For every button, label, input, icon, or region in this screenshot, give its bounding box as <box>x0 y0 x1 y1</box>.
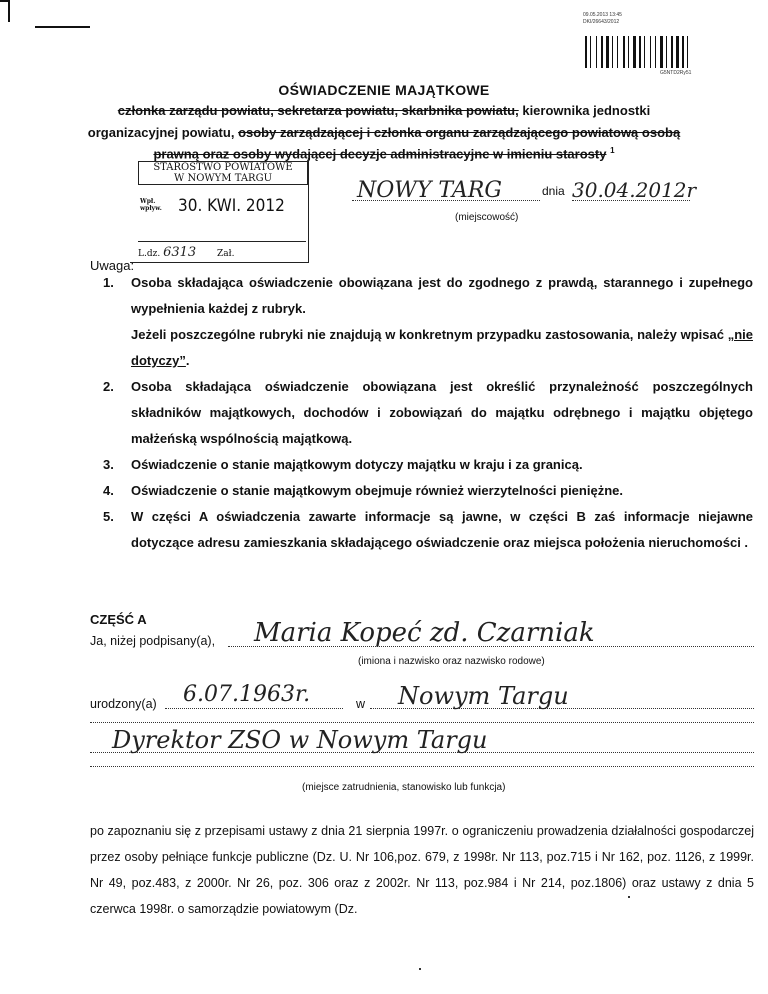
document-title: OŚWIADCZENIE MAJĄTKOWE <box>278 82 490 98</box>
barcode-bar <box>666 36 667 68</box>
barcode-bar <box>671 36 673 68</box>
place-caption: (miejscowość) <box>455 212 519 223</box>
header-date-stamp: 09.05.2013 13:45 <box>583 12 622 18</box>
stamp-wpl-label: Wpł. wpływ. <box>140 198 162 212</box>
barcode-bar <box>633 36 636 68</box>
employment-caption: (miejsce zatrudnienia, stanowisko lub funkcja) <box>302 782 506 793</box>
barcode-bar <box>628 36 629 68</box>
subtitle-text: kierownika jednostki <box>522 103 651 118</box>
handwritten-date: 30.04.2012r <box>572 178 697 202</box>
subtitle-line-3 <box>0 146 768 161</box>
subtitle-struck-text: prawną oraz osoby wydającej decyzje administracyjne w imieniu starosty <box>153 146 607 162</box>
stamp-ldz-value: 6313 <box>163 245 197 260</box>
barcode-bar <box>676 36 679 68</box>
part-a-heading: CZĘŚĆ A <box>90 612 147 627</box>
birthplace-field <box>370 682 754 709</box>
footnote-marker: 1 <box>610 146 615 155</box>
handwritten-birthplace: Nowym Targu <box>398 682 569 710</box>
note-4: 4. Oświadczenie o stanie majątkowym obejmuje również wierzytelności pieniężne. <box>103 483 623 498</box>
subtitle-line-2 <box>0 125 768 140</box>
subtitle-struck-text: członka zarządu powiatu, sekretarza powiatu, skarbnika powiatu, <box>117 103 519 118</box>
barcode-bar <box>682 36 684 68</box>
registry-stamp <box>130 158 309 263</box>
dotted-line <box>90 720 754 723</box>
notes-list <box>103 270 753 556</box>
stamp-ldz-row: L.dz. 6313 Zał. <box>138 241 306 260</box>
handwritten-name: Maria Kopeć zd. Czarniak <box>254 618 595 648</box>
uwaga-label: Uwaga: <box>90 258 135 273</box>
place-field <box>352 178 540 201</box>
barcode-bar <box>660 36 663 68</box>
barcode-bar <box>650 36 651 68</box>
barcode <box>585 36 735 68</box>
barcode-code: G5NTD2Ry51 <box>660 70 692 76</box>
note-3: 3. Oświadczenie o stanie majątkowym dotyczy majątku w kraju i za granicą. <box>103 457 583 472</box>
ja-label: Ja, niżej podpisany(a), <box>90 634 216 648</box>
barcode-bar <box>623 36 625 68</box>
stamp-office-city: W NOWYM TARGU <box>174 173 272 184</box>
handwritten-place: NOWY TARG <box>357 178 502 203</box>
barcode-bar <box>612 36 613 68</box>
barcode-bar <box>639 36 641 68</box>
scan-speck <box>628 896 630 898</box>
barcode-bar <box>585 36 587 68</box>
barcode-bar <box>687 36 688 68</box>
barcode-bar <box>590 36 591 68</box>
note-1-continued: Jeżeli poszczególne rubryki nie znajdują w konkretnym przypadku zastosowania, należy wpisać „nie dotyczy”. <box>131 327 753 368</box>
corner-mark-vertical <box>8 0 10 22</box>
barcode-bar <box>606 36 609 68</box>
name-field <box>228 618 754 647</box>
subtitle-text: organizacyjnej powiatu, <box>87 125 235 140</box>
date-field <box>572 178 697 202</box>
barcode-bar <box>601 36 603 68</box>
handwritten-employment: Dyrektor ZSO w Nowym Targu <box>112 726 488 754</box>
dotted-line <box>90 764 754 767</box>
note-2: 2. Osoba składająca oświadczenie obowiązana jest określić przynależność poszczególnych składników majątkowych, dochodów i zobowiązań do majątku odrębnego i majątku objętego małżeńską wspólnością majątkową. <box>103 379 753 446</box>
subtitle-struck-text: osoby zarządzającej i członka organu zarządzającego powiatową osobą <box>238 125 681 140</box>
birthdate-field <box>165 682 343 709</box>
dnia-label: dnia <box>542 184 565 198</box>
barcode-bar <box>596 36 597 68</box>
header-ref-code: DKI/26643/2012 <box>583 19 620 25</box>
employment-field <box>90 726 754 753</box>
nie-dotyczy-text: „nie dotyczy” <box>131 327 753 368</box>
w-label: w <box>356 697 366 711</box>
scan-speck <box>419 968 421 970</box>
scan-dash <box>35 26 90 28</box>
subtitle-line-1 <box>0 103 768 118</box>
note-5: 5. W części A oświadczenia zawarte informacje są jawne, w części B zaś informacje niejawne dotyczące adresu zamieszkania składającego oświadczenie oraz miejsca położenia nieruchomości . <box>103 509 753 550</box>
name-caption: (imiona i nazwisko oraz nazwisko rodowe) <box>358 656 545 667</box>
stamp-header <box>138 161 308 185</box>
barcode-bar <box>617 36 618 68</box>
barcode-bar <box>644 36 645 68</box>
stamp-office-name: STAROSTWO POWIATOWE <box>153 162 293 173</box>
legal-paragraph: po zapoznaniu się z przepisami ustawy z dnia 21 sierpnia 1997r. o ograniczeniu prowadzenia działalności gospodarczej przez osoby pełniące funkcje publiczne (Dz. U. Nr 106,poz. 679, z 1998r. Nr 113, poz.715 i Nr 162, poz. 1126, z 1999r. Nr 49, poz.483, z 2000r. Nr 26, poz. 306 oraz z 2002r. Nr 113, poz.984 i Nr 214, poz.1806) oraz ustawy z dnia 5 czerwca 1998r. o samorządzie powiatowym (Dz. <box>90 824 754 916</box>
born-label: urodzony(a) <box>90 697 157 711</box>
handwritten-birthdate: 6.07.1963r. <box>183 682 311 707</box>
barcode-bar <box>655 36 656 68</box>
stamp-date: 30. KWI. 2012 <box>178 196 285 216</box>
note-1: 1. Osoba składająca oświadczenie obowiązana jest do zgodnego z prawdą, starannego i zupełnego wypełnienia każdej z rubryk. <box>103 275 753 316</box>
